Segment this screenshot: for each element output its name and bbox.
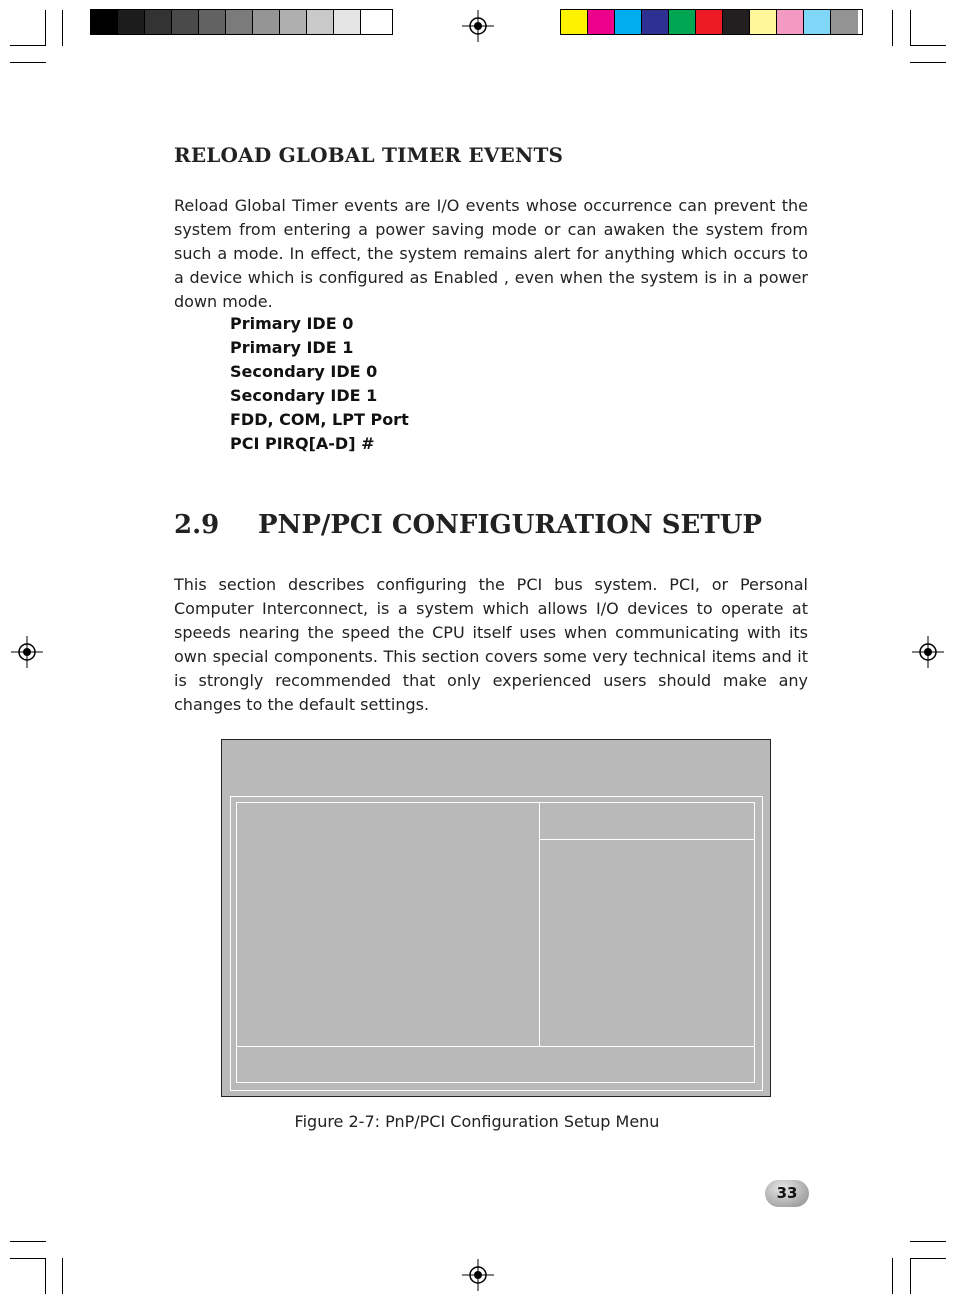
- crop-mark: [910, 1258, 911, 1294]
- registration-mark-icon: [462, 1259, 494, 1291]
- gray-swatch: [199, 10, 226, 34]
- chapter-number: 2.9: [174, 510, 220, 540]
- figure-outer-frame: [230, 796, 763, 1091]
- crop-mark: [62, 10, 63, 46]
- section-heading: RELOAD GLOBAL TIMER EVENTS: [174, 143, 564, 167]
- gray-swatch: [361, 10, 388, 34]
- color-swatch: [642, 10, 669, 34]
- color-swatch: [723, 10, 750, 34]
- gray-swatch: [307, 10, 334, 34]
- setup-menu-figure: [221, 739, 771, 1097]
- list-item: Primary IDE 0: [230, 314, 354, 333]
- list-item: PCI PIRQ[A-D] #: [230, 434, 375, 453]
- list-item: FDD, COM, LPT Port: [230, 410, 409, 429]
- chapter-heading: [174, 510, 762, 540]
- gray-swatch: [280, 10, 307, 34]
- gray-swatch: [226, 10, 253, 34]
- color-swatch: [804, 10, 831, 34]
- gray-swatch: [253, 10, 280, 34]
- crop-mark: [910, 1241, 946, 1242]
- crop-mark: [10, 62, 46, 63]
- list-item: Primary IDE 1: [230, 338, 354, 357]
- crop-mark: [10, 1258, 46, 1259]
- crop-mark: [45, 1258, 46, 1294]
- crop-mark: [910, 45, 946, 46]
- crop-mark: [910, 10, 911, 46]
- crop-mark: [45, 10, 46, 46]
- gray-swatch: [145, 10, 172, 34]
- figure-divider: [539, 839, 754, 840]
- color-swatch: [777, 10, 804, 34]
- crop-mark: [910, 62, 946, 63]
- color-swatch: [588, 10, 615, 34]
- crop-mark: [62, 1258, 63, 1294]
- event-list: [230, 312, 409, 456]
- crop-mark: [892, 1258, 893, 1294]
- registration-mark-icon: [462, 10, 494, 42]
- gray-swatch: [172, 10, 199, 34]
- figure-divider: [237, 1046, 754, 1047]
- figure-caption: Figure 2-7: PnP/PCI Configuration Setup Menu: [294, 1112, 660, 1131]
- gray-swatch: [118, 10, 145, 34]
- section-paragraph: Reload Global Timer events are I/O events whose occurrence can prevent the system from entering a power saving mode or can awaken the system from such a mode. In effect, the system remains alert for anything which occurs to a device which is configured as Enabled , even when the system is in a power down mode.: [174, 196, 808, 311]
- color-swatch: [561, 10, 588, 34]
- list-item: Secondary IDE 1: [230, 386, 378, 405]
- color-swatch: [615, 10, 642, 34]
- registration-mark-icon: [912, 636, 944, 668]
- crop-mark: [10, 1241, 46, 1242]
- color-swatch: [669, 10, 696, 34]
- chapter-title: PNP/PCI CONFIGURATION SETUP: [258, 510, 762, 540]
- grayscale-calibration-bar: [90, 9, 393, 35]
- color-swatch: [750, 10, 777, 34]
- figure-inner-frame: [236, 802, 755, 1083]
- crop-mark: [910, 1258, 946, 1259]
- list-item: Secondary IDE 0: [230, 362, 378, 381]
- page-number-badge: 33: [765, 1180, 809, 1207]
- registration-mark-icon: [11, 636, 43, 668]
- crop-mark: [892, 10, 893, 46]
- gray-swatch: [334, 10, 361, 34]
- color-swatch: [696, 10, 723, 34]
- crop-mark: [10, 45, 46, 46]
- gray-swatch: [91, 10, 118, 34]
- color-swatch: [831, 10, 858, 34]
- chapter-paragraph: This section describes configuring the PCI bus system. PCI, or Personal Computer Interconnect, is a system which allows I/O devices to operate at speeds nearing the speed the CPU itself uses when communicating with its own special components. This section covers some very technical items and it is strongly recommended that only experienced users should make any changes to the default settings.: [174, 575, 808, 714]
- color-calibration-bar: [560, 9, 863, 35]
